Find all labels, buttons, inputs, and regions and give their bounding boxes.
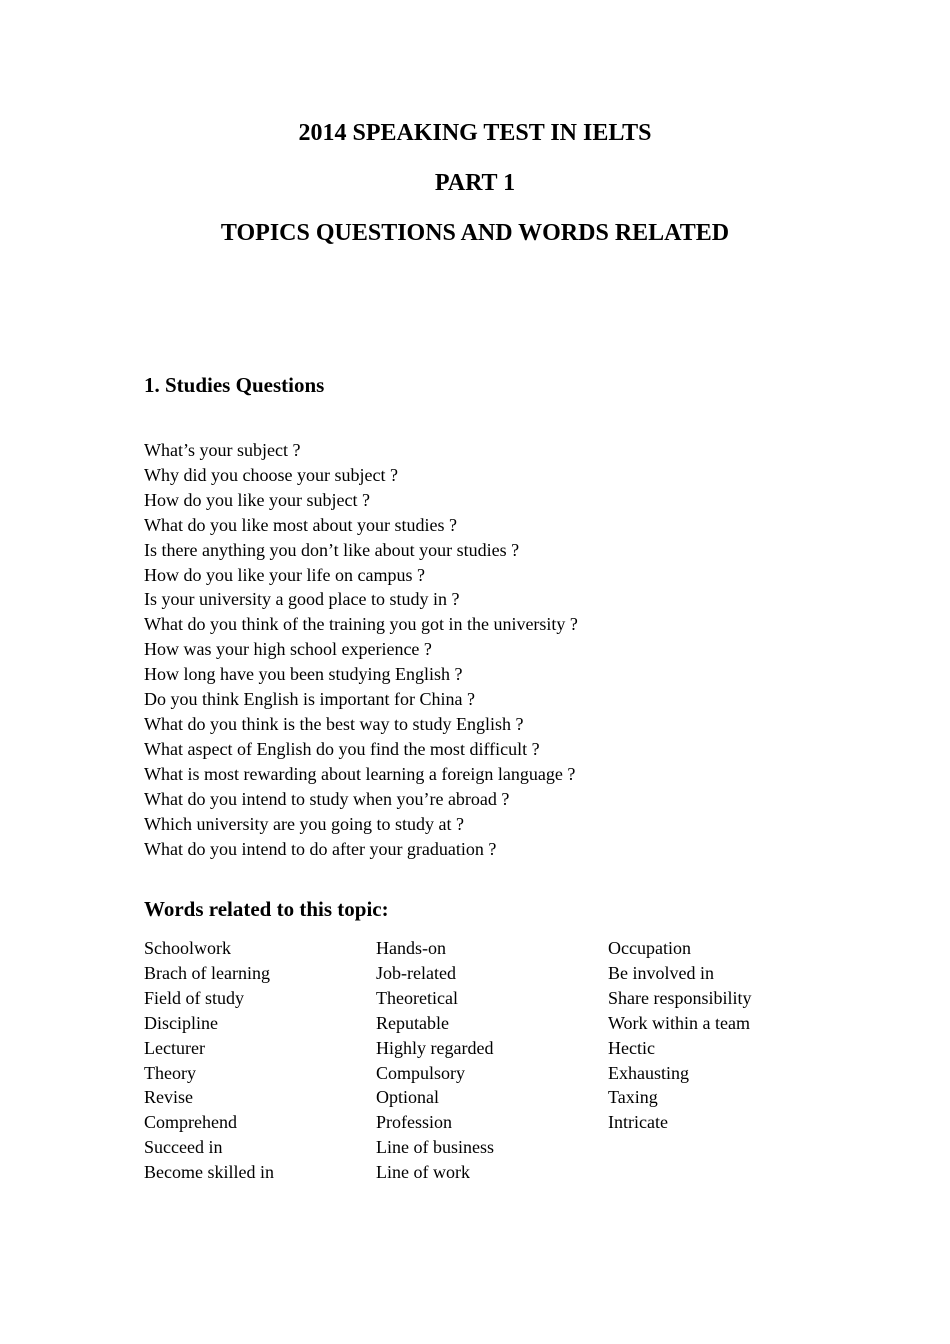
word-item: Highly regarded xyxy=(376,1037,494,1058)
question-item: What do you think is the best way to study English ? xyxy=(144,713,524,734)
question-item: Which university are you going to study at ? xyxy=(144,813,464,834)
word-item: Line of work xyxy=(376,1162,470,1183)
word-item: Field of study xyxy=(144,987,245,1008)
question-item: Is your university a good place to study in ? xyxy=(144,589,460,610)
word-column-2 xyxy=(376,936,494,1185)
document-subtitle: TOPICS QUESTIONS AND WORDS RELATED xyxy=(220,220,730,246)
document-title: 2014 SPEAKING TEST IN IELTS xyxy=(298,120,652,146)
word-item: Theoretical xyxy=(376,987,458,1008)
word-item: Compulsory xyxy=(376,1062,466,1083)
word-item: Taxing xyxy=(608,1087,658,1108)
word-item: Theory xyxy=(144,1062,196,1083)
question-item: How long have you been studying English ? xyxy=(144,664,463,685)
question-item: Is there anything you don’t like about your studies ? xyxy=(144,539,520,560)
question-item: Why did you choose your subject ? xyxy=(144,464,398,485)
word-item: Profession xyxy=(376,1112,452,1133)
question-item: What’s your subject ? xyxy=(144,440,301,460)
part-label: PART 1 xyxy=(434,170,516,196)
question-item: How do you like your subject ? xyxy=(144,489,370,510)
word-item: Line of business xyxy=(376,1137,494,1158)
word-item: Reputable xyxy=(376,1012,449,1033)
question-item: Do you think English is important for China ? xyxy=(144,689,475,710)
question-item: What is most rewarding about learning a foreign language ? xyxy=(144,763,576,784)
word-item: Comprehend xyxy=(144,1112,237,1133)
word-item: Share responsibility xyxy=(608,987,752,1008)
question-item: How do you like your life on campus ? xyxy=(144,564,425,585)
section-heading: 1. Studies Questions xyxy=(144,373,325,397)
word-column-3 xyxy=(608,936,751,1135)
word-item: Brach of learning xyxy=(144,962,270,983)
word-item: Discipline xyxy=(144,1012,218,1033)
word-item: Exhausting xyxy=(608,1062,689,1083)
question-item: What do you intend to study when you’re abroad ? xyxy=(144,788,510,809)
question-item: What do you think of the training you got in the university ? xyxy=(144,614,578,635)
word-item: Hectic xyxy=(608,1037,655,1058)
word-item: Intricate xyxy=(608,1112,668,1133)
word-item: Job-related xyxy=(376,962,456,983)
word-item: Succeed in xyxy=(144,1137,223,1158)
word-item: Revise xyxy=(144,1087,193,1108)
word-item: Lecturer xyxy=(144,1037,205,1058)
question-item: How was your high school experience ? xyxy=(144,639,432,660)
question-item: What do you like most about your studies ? xyxy=(144,514,457,535)
word-item: Work within a team xyxy=(608,1012,751,1033)
word-item: Hands-on xyxy=(376,938,446,958)
question-list xyxy=(144,438,578,861)
word-item: Be involved in xyxy=(608,962,714,983)
word-item: Occupation xyxy=(608,938,691,958)
words-heading: Words related to this topic: xyxy=(144,897,389,921)
question-item: What do you intend to do after your graduation ? xyxy=(144,838,497,859)
question-item: What aspect of English do you find the most difficult ? xyxy=(144,738,540,759)
word-item: Optional xyxy=(376,1087,439,1108)
word-column-1 xyxy=(144,936,274,1185)
word-item: Schoolwork xyxy=(144,938,231,958)
word-item: Become skilled in xyxy=(144,1162,274,1183)
